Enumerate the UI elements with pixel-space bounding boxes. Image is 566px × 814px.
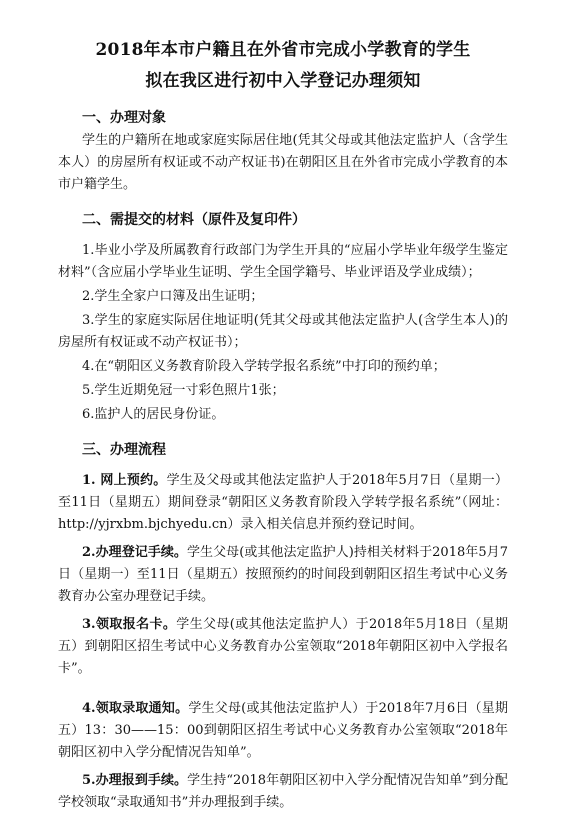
- process-step-3: [58, 614, 508, 680]
- process-step-5-lead: 5.办理报到手续。: [82, 773, 188, 788]
- section-heading-eligibility: 一、办理对象: [82, 110, 166, 126]
- section-heading-materials: 二、需提交的材料（原件及复印件）: [82, 212, 306, 228]
- process-step-4-text: 学生父母(或其他法定监护人）于2018年7月6日（星期五）13：30——15：00到朝阳区招生考试中心义务教育办公室领取“2018年朝阳区初中入学分配情况告知单”。: [58, 701, 508, 760]
- materials-item-3: 3.学生的家庭实际居住地证明(凭其父母或其他法定监护人(含学生本人)的房屋所有权证或不动产权证书）；: [58, 313, 508, 350]
- section-process: [58, 440, 508, 814]
- process-step-4: [58, 698, 508, 764]
- process-step-3-lead: 3.领取报名卡。: [82, 617, 177, 632]
- document-title-line-1: 2018年本市户籍且在外省市完成小学教育的学生: [95, 40, 471, 60]
- process-step-1-lead: 1. 网上预约。: [82, 473, 167, 488]
- materials-item-6: 6.监护人的居民身份证。: [82, 407, 225, 422]
- materials-item-2: 2.学生全家户口簿及出生证明；: [82, 289, 264, 304]
- materials-item-5: 5.学生近期免冠一寸彩色照片1张；: [82, 383, 285, 398]
- document-title-line-2: 拟在我区进行初中入学登记办理须知: [145, 71, 421, 91]
- process-step-2-lead: 2.办理登记手续。: [82, 545, 187, 560]
- process-step-2: [58, 542, 508, 608]
- materials-item-4: 4.在“朝阳区义务教育阶段入学转学报名系统”中打印的预约单；: [82, 359, 446, 374]
- eligibility-paragraph: 学生的户籍所在地或家庭实际居住地(凭其父母或其他法定监护人（含学生本人）的房屋所有权证或不动产权证书)在朝阳区且在外省市完成小学教育的本市户籍学生。: [58, 133, 508, 192]
- section-eligibility: [58, 108, 508, 196]
- section-heading-process: 三、办理流程: [82, 442, 166, 458]
- process-step-5-text: 学生持“2018年朝阳区初中入学分配情况告知单”到分配学校领取“录取通知书”并办理报到手续。: [58, 773, 508, 810]
- process-step-5: [58, 770, 508, 814]
- materials-item-1: 1.毕业小学及所属教育行政部门为学生开具的“应届小学毕业年级学生鉴定材料”（含应届小学毕业生证明、学生全国学籍号、毕业评语及学业成绩）；: [58, 243, 508, 280]
- process-step-3-text: 学生父母(或其他法定监护人）于2018年5月18日（星期五）到朝阳区招生考试中心义务教育办公室领取“2018年朝阳区初中入学报名卡”。: [58, 617, 508, 676]
- materials-list: [58, 240, 508, 426]
- process-step-1-text: 学生及父母或其他法定监护人于2018年5月7日（星期一）至11日（星期五）期间登录“朝阳区义务教育阶段入学转学报名系统”（网址：http://yjrxbm.bjchyedu.cn）录入相关信息并预约登记时间。: [58, 473, 508, 532]
- process-step-4-lead: 4.领取录取通知。: [82, 701, 189, 716]
- process-step-2-text: 学生父母(或其他法定监护人)持相关材料于2018年5月7日（星期一）至11日（星期五）按照预约的时间段到朝阳区招生考试中心义务教育办公室办理登记手续。: [58, 545, 508, 604]
- step-spacer: [58, 680, 508, 692]
- process-steps: [58, 470, 508, 814]
- section-materials: [58, 210, 508, 426]
- process-step-1: [58, 470, 508, 536]
